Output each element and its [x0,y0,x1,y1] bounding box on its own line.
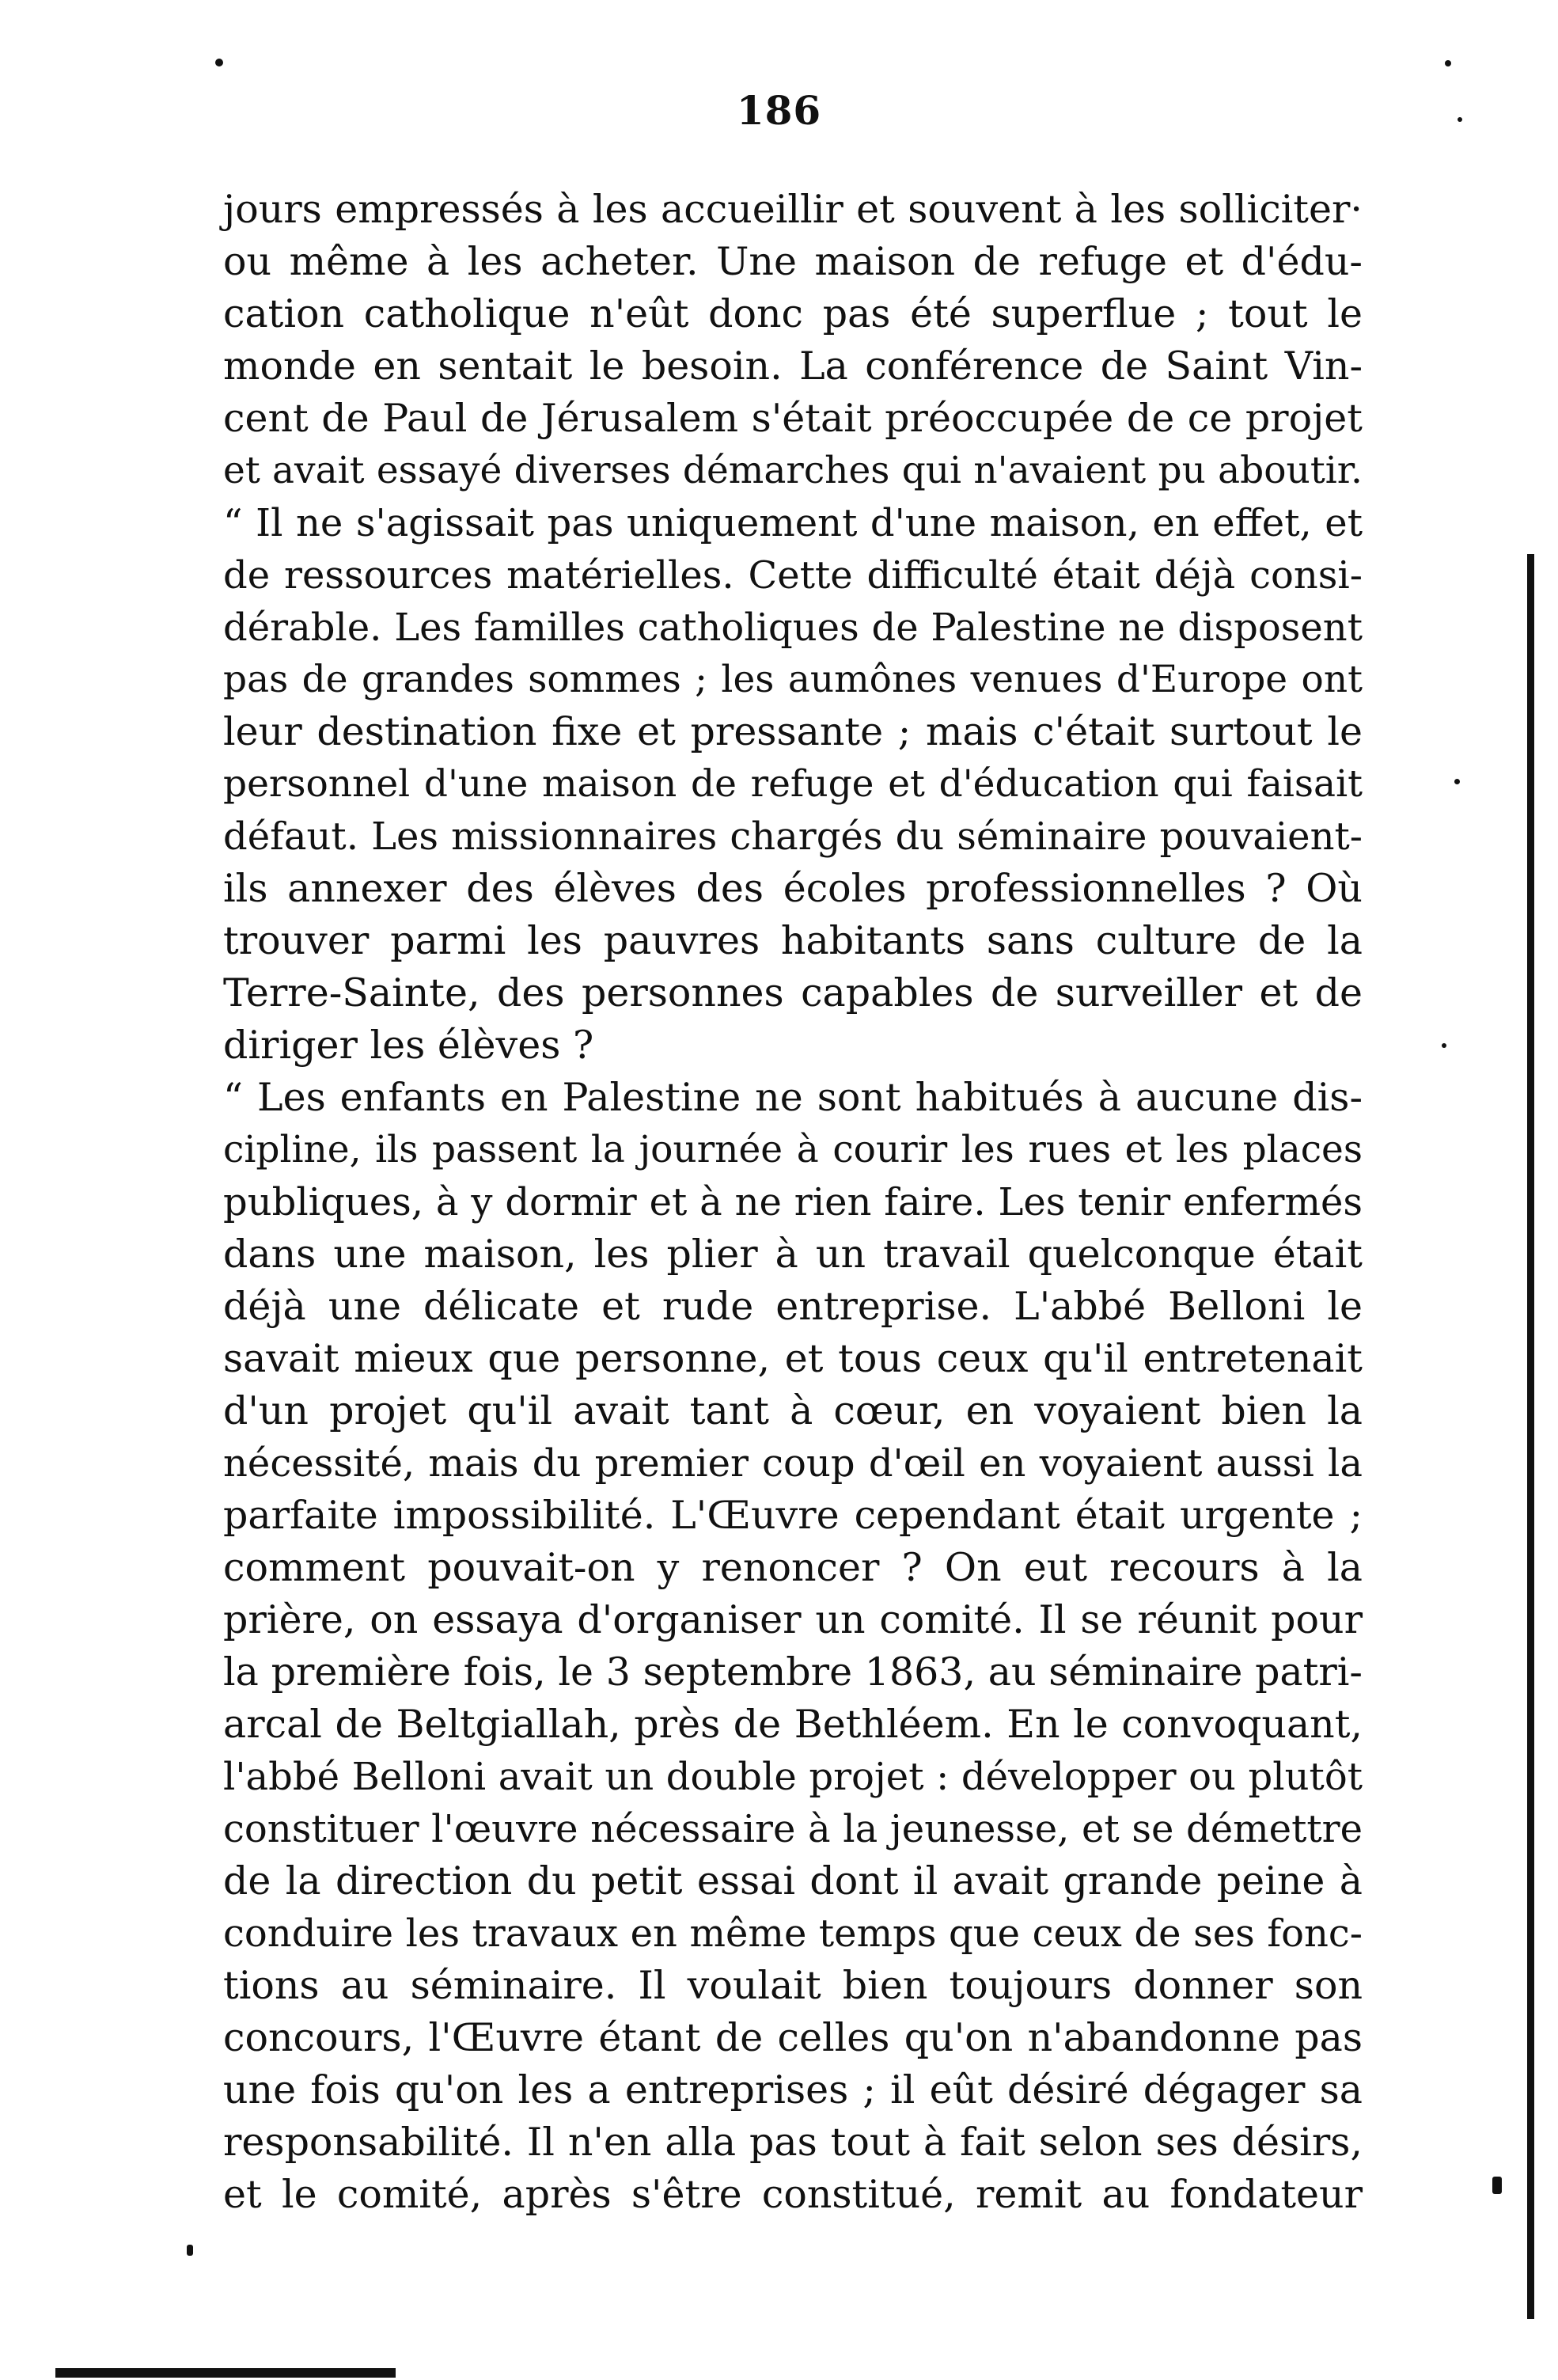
text-line: monde en sentait le besoin. La conférence de Saint Vin- [223,344,1363,389]
text-line: défaut. Les missionnaires chargés du séminaire pouvaient- [223,814,1363,859]
text-line: cation catholique n'eût donc pas été superflue ; tout le [223,291,1363,336]
text-line: Terre-Sainte, des personnes capables de surveiller et de [223,970,1363,1015]
text-line: concours, l'Œuvre étant de celles qu'on n'abandonne pas [223,2015,1363,2060]
body-text [223,184,1363,2221]
text-line: dans une maison, les plier à un travail quelconque était [223,1232,1363,1277]
text-line: conduire les travaux en même temps que ceux de ses fonc- [223,1911,1363,1956]
text-line: et avait essayé diverses démarches qui n'avaient pu aboutir. [223,449,1363,492]
text-line: responsabilité. Il n'en alla pas tout à fait selon ses désirs, [223,2120,1363,2165]
text-line: déjà une délicate et rude entreprise. L'abbé Belloni le [223,1284,1363,1329]
text-line: diriger les élèves ? [223,1023,594,1068]
text-line: nécessité, mais du premier coup d'œil en voyaient aussi la [223,1441,1363,1486]
text-line: “ Les enfants en Palestine ne sont habitués à aucune dis- [223,1075,1363,1120]
text-line: la première fois, le 3 septembre 1863, au séminaire patri- [223,1649,1363,1695]
scan-speck [187,2245,193,2256]
text-line: “ Il ne s'agissait pas uniquement d'une maison, en effet, et [223,501,1363,545]
page-number: 186 [736,87,822,134]
text-line: parfaite impossibilité. L'Œuvre cependant était urgente ; [223,1493,1363,1538]
text-line: tions au séminaire. Il voulait bien toujours donner son [223,1963,1363,2008]
scan-speck [1454,779,1460,784]
text-line: personnel d'une maison de refuge et d'éducation qui faisait [223,762,1363,806]
text-line: l'abbé Belloni avait un double projet : développer ou plutôt [223,1755,1363,1799]
text-line: arcal de Beltgiallah, près de Bethléem. En le convoquant, [223,1702,1363,1747]
edge-rule-bottom [55,2368,396,2378]
text-line: une fois qu'on les a entreprises ; il eût désiré dégager sa [223,2067,1363,2112]
text-line: et le comité, après s'être constitué, remit au fondateur [223,2172,1363,2217]
scan-speck [1445,60,1451,66]
text-line: publiques, à y dormir et à ne rien faire. Les tenir enfermés [223,1180,1363,1224]
text-line: de ressources matérielles. Cette difficulté était déjà consi- [223,553,1363,598]
edge-rule-right [1527,554,1534,2319]
text-line: savait mieux que personne, et tous ceux qu'il entretenait [223,1336,1363,1381]
text-line: cent de Paul de Jérusalem s'était préoccupée de ce projet [223,396,1363,441]
text-line: ou même à les acheter. Une maison de refuge et d'édu- [223,239,1363,284]
scan-speck [1492,2177,1502,2194]
text-line: pas de grandes sommes ; les aumônes venues d'Europe ont [223,658,1363,701]
scan-speck [1458,117,1462,122]
text-line: comment pouvait-on y renoncer ? On eut recours à la [223,1545,1363,1590]
text-line: ils annexer des élèves des écoles professionnelles ? Où [223,866,1363,911]
text-line: trouver parmi les pauvres habitants sans culture de la [223,918,1363,963]
text-line: d'un projet qu'il avait tant à cœur, en voyaient bien la [223,1388,1363,1433]
text-line: prière, on essaya d'organiser un comité. Il se réunit pour [223,1597,1363,1642]
text-line: constituer l'œuvre nécessaire à la jeunesse, et se démettre [223,1807,1363,1851]
text-line: de la direction du petit essai dont il avait grande peine à [223,1858,1363,1904]
text-line: cipline, ils passent la journée à courir les rues et les places [223,1128,1363,1171]
scan-speck [1442,1043,1446,1048]
text-line: dérable. Les familles catholiques de Palestine ne disposent [223,605,1363,650]
text-line: jours empressés à les accueillir et souvent à les solliciter· [223,187,1363,232]
scan-speck [215,59,223,66]
text-line: leur destination fixe et pressante ; mais c'était surtout le [223,709,1363,754]
